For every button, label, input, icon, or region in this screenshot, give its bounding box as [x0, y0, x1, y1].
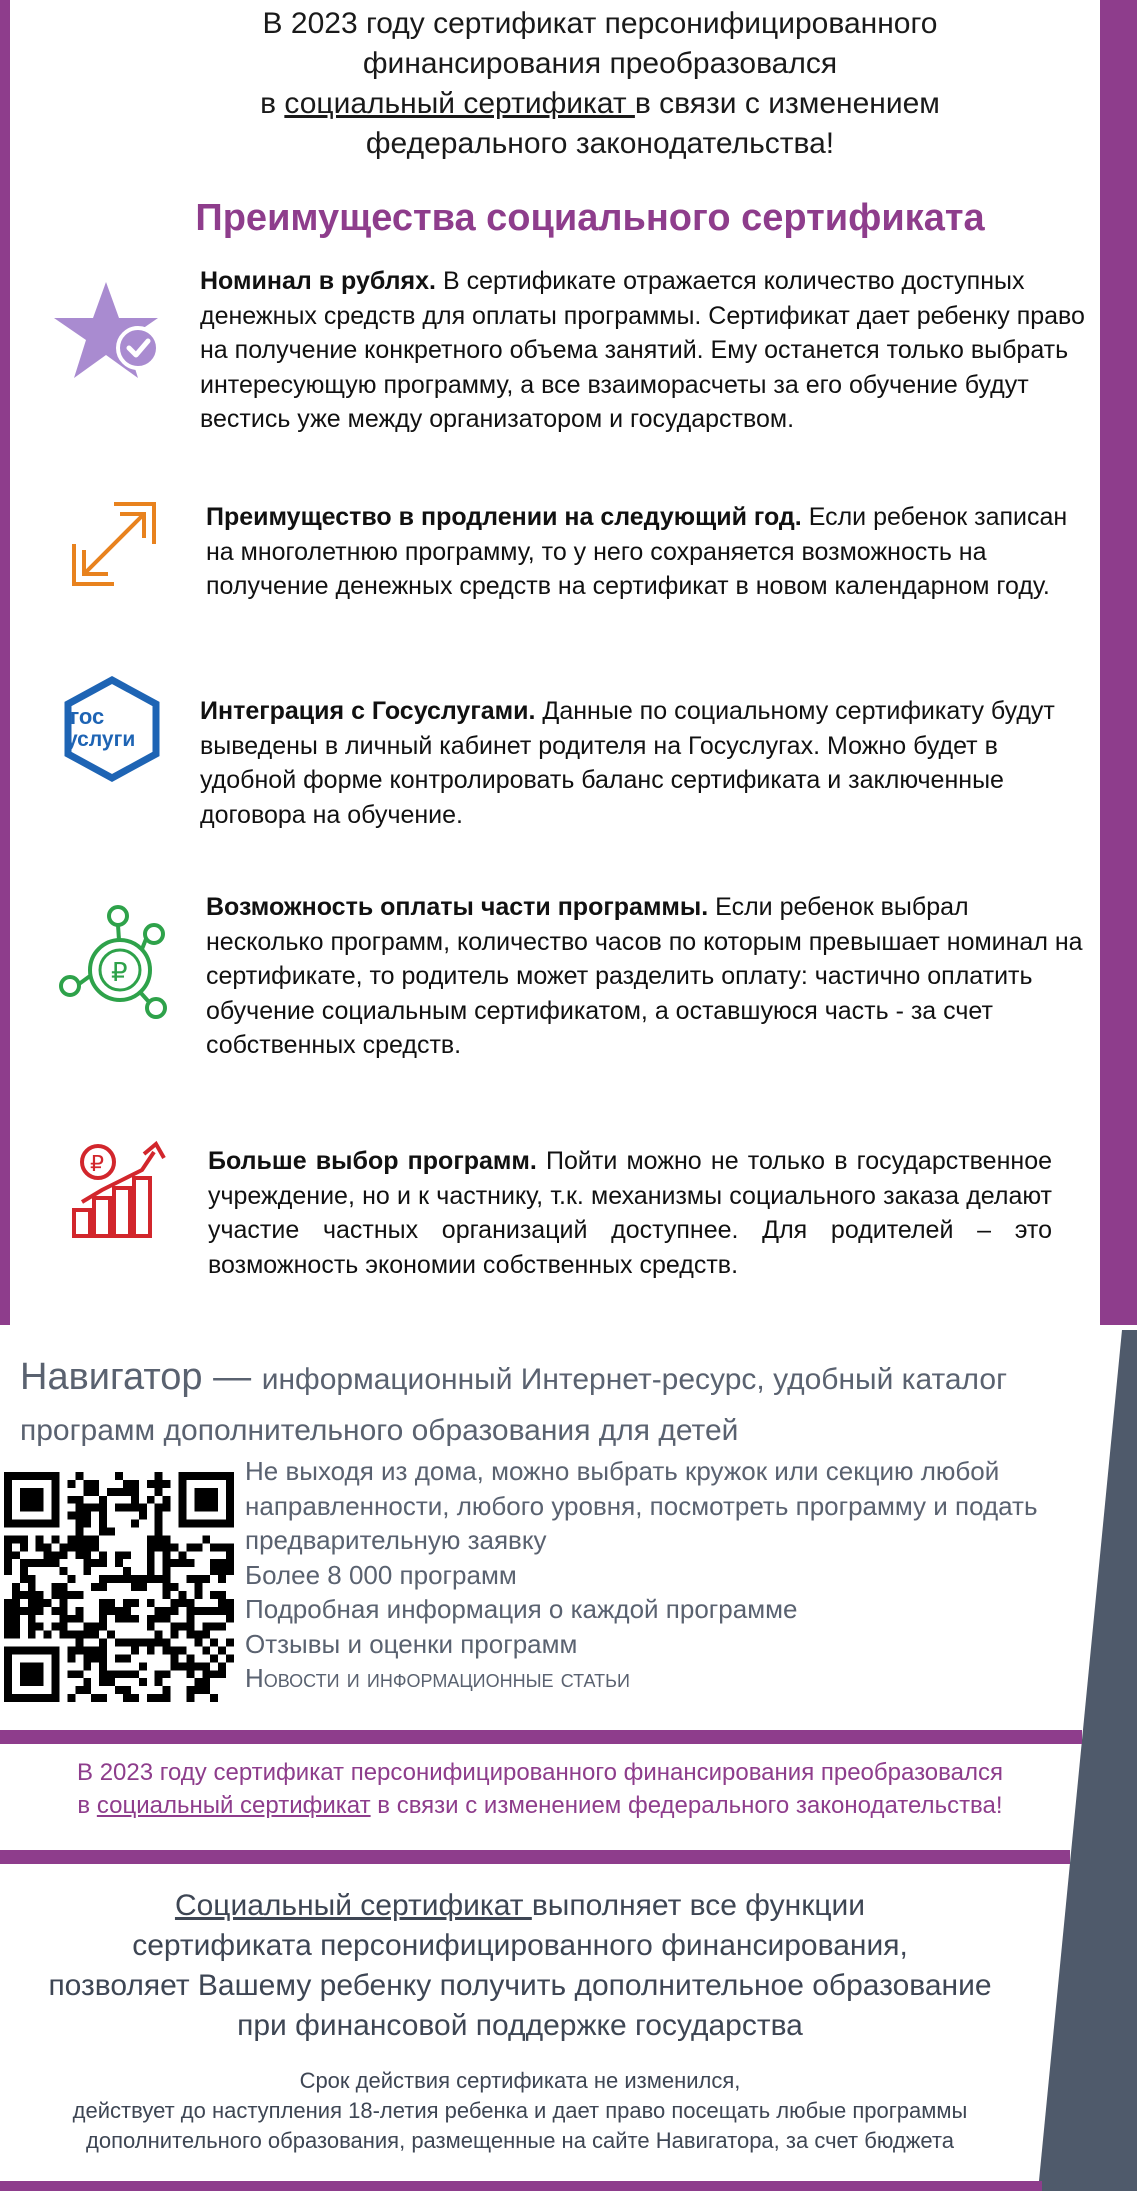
final-statement — [0, 1886, 1040, 2046]
advantage-item-2 — [206, 500, 1076, 604]
navigator-title-description: информационный Интернет-ресурс, удобный каталог программ дополнительного образования для детей — [20, 1363, 1008, 1447]
advantage-item-4-title: Возможность оплаты части программы. — [206, 893, 709, 921]
advantage-item-5-text: Пойти можно не только в государственное учреждение, но и к частнику, т.к. механизмы социального заказа делают участие частных организаций доступнее. Для родителей – это возможность экономии собственных средств. — [208, 1147, 1052, 1279]
gosuslugi-icon — [62, 676, 162, 782]
final-line-2: сертификата персонифицированного финансирования, — [132, 1929, 908, 1962]
right-purple-stripe — [1100, 0, 1137, 1325]
ruble-network-icon — [56, 904, 172, 1022]
navigator-title-main: Навигатор — — [20, 1356, 262, 1398]
qr-code-icon[interactable] — [4, 1470, 234, 1704]
advantage-item-2-title: Преимущество в продлении на следующий год. — [206, 503, 802, 531]
final-line-1-suffix: выполняет все функции — [531, 1889, 866, 1922]
advantage-item-3-text: Данные по социальному сертификату будут выведены в личный кабинет родителя на Госуслугах. Можно будет в удобной форме контролировать баланс сертификата и заключенные договора на обучение. — [200, 697, 1055, 829]
advantage-item-1 — [200, 264, 1105, 437]
validity-line-1: Срок действия сертификата не изменился, — [299, 2068, 741, 2093]
notice-line-2 — [0, 1789, 1080, 1822]
ruble-growth-icon-text: ₽ — [90, 1151, 104, 1176]
advantage-item-5-title: Больше выбор программ. — [208, 1147, 537, 1175]
intro-line-3 — [150, 84, 1050, 124]
validity-line-3: дополнительного образования, размещенные на сайте Навигатора, за счет бюджета — [86, 2128, 954, 2153]
navigator-title — [20, 1354, 1080, 1459]
final-social-certificate-link[interactable]: Социальный сертификат — [174, 1889, 532, 1922]
intro-line-1: В 2023 году сертификат персонифицированного — [262, 7, 938, 40]
advantages-title: Преимущества социального сертификата — [195, 197, 985, 239]
social-certificate-link[interactable]: социальный сертификат — [284, 87, 635, 120]
ruble-growth-icon — [70, 1138, 170, 1240]
notice-line-1: В 2023 году сертификат персонифицированного финансирования преобразовался — [77, 1759, 1003, 1786]
navigator-feature-2: направленности, любого уровня, посмотреть программу и подать — [245, 1490, 1038, 1521]
final-line-4: при финансовой поддержке государства — [237, 2009, 803, 2042]
navigator-feature-list — [245, 1454, 1105, 1696]
intro-line-3-suffix: в связи с изменением — [634, 87, 940, 120]
advantage-item-4-text: Если ребенок выбрал несколько программ, количество часов по которым превышает номинал на сертификате, то родитель может разделить оплату: частично оплатить обучение социальным сертификатом, а оставшуюся часть - за счет собственных средств. — [206, 893, 1083, 1059]
purple-divider-top — [0, 1730, 1082, 1744]
advantage-item-3-title: Интеграция с Госуслугами. — [200, 697, 536, 725]
advantage-item-1-text: В сертификате отражается количество доступных денежных средств для оплаты программы. Сертификат дает ребенку право на получение конкретного объема занятий. Ему останется только выбрать интересующую программу, а все взаиморасчеты за его обучение будут вестись уже между организатором и государством. — [200, 267, 1085, 433]
advantage-item-4 — [206, 890, 1086, 1063]
validity-note — [0, 2066, 1040, 2156]
navigator-feature-1: Не выходя из дома, можно выбрать кружок или секцию любой — [245, 1456, 1000, 1486]
final-line-3: позволяет Вашему ребенку получить дополнительное образование — [48, 1969, 992, 2002]
intro-line-2: финансирования преобразовался — [362, 47, 838, 80]
purple-bottom-stripe — [0, 2181, 1042, 2191]
intro-text — [150, 4, 1050, 164]
left-purple-stripe — [0, 0, 10, 1325]
final-line-1 — [0, 1886, 1040, 1926]
gosuslugi-icon-text-1: гос — [70, 704, 105, 729]
notice-line-2-suffix: в связи с изменением федерального законодательства! — [370, 1792, 1003, 1819]
gosuslugi-icon-text-2: услуги — [66, 728, 136, 751]
validity-line-2: действует до наступления 18-летия ребенка и дает право посещать любые программы — [72, 2098, 968, 2123]
intro-line-4: федерального законодательства! — [365, 127, 835, 160]
navigator-feature-7: Новости и информационные статьи — [245, 1663, 630, 1693]
navigator-feature-4: Более 8 000 программ — [245, 1559, 517, 1590]
notice-line-2-prefix: в — [77, 1792, 97, 1819]
star-check-icon — [50, 278, 162, 386]
navigator-feature-5: Подробная информация о каждой программе — [245, 1594, 798, 1624]
navigator-feature-6: Отзывы и оценки программ — [245, 1628, 578, 1659]
navigator-feature-3: предварительную заявку — [245, 1525, 547, 1555]
advantage-item-5 — [208, 1144, 1052, 1282]
advantage-item-2-text: Если ребенок записан на многолетнюю программу, то у него сохраняется возможность на получение денежных средств на сертификат в новом календарном году. — [206, 503, 1068, 600]
purple-divider-bottom — [0, 1850, 1070, 1864]
ruble-network-icon-text: ₽ — [111, 957, 128, 987]
advantage-item-1-title: Номинал в рублях. — [200, 267, 436, 295]
notice-text — [0, 1756, 1080, 1822]
advantage-item-3 — [200, 694, 1100, 832]
expand-arrow-icon — [70, 500, 158, 588]
intro-line-3-prefix: в — [260, 87, 285, 120]
notice-social-certificate-link[interactable]: социальный сертификат — [96, 1792, 371, 1819]
